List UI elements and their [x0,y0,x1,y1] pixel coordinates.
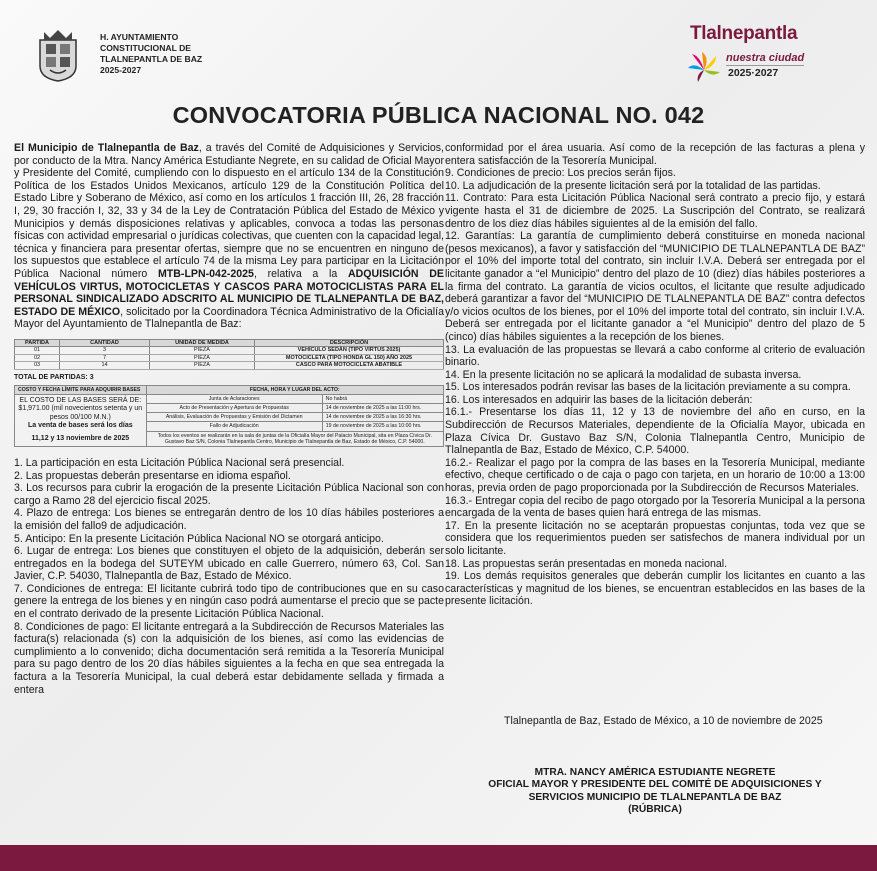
table-row [15,362,444,369]
bases-sale-dates: 11,12 y 13 noviembre de 2025 [31,435,130,443]
event-name: Fallo de Adjudicación [146,422,322,431]
brand-slogan: nuestra ciudad [726,52,805,64]
table-cell: PIEZA [150,354,255,361]
table-cell: 02 [15,354,60,361]
bases-cost-cell [15,394,147,446]
list-item: 4. Plazo de entrega: Los bienes se entregarán dentro de los 10 días hábiles posteriores a la emisión del fallo9 de adjudicación. [14,507,444,532]
list-item: 11. Contrato: Para esta Licitación Pública Nacional será contrato a precio fijo, y estará vigente hasta el 31 de diciembre de 2025. La Suscripción del Contrato, se realizará dentro de los diez días hábiles siguientes al de la emisión del fallo. [445,192,865,230]
table-row [15,394,444,403]
list-item: 16.3.- Entregar copia del recibo de pago otorgado por la Tesorería Municipal a la persona encargada de la venta de bases quien hará entrega de las mismas. [445,494,865,520]
municipal-seal-icon [36,26,80,82]
bases-cost-text: EL COSTO DE LAS BASES SERÁ DE: $1,971.00 (mil novecientos setenta y un pesos 00/100 M.N.) [18,396,143,421]
table-header-row [15,385,444,394]
tender-subject: ADQUISICIÓN DE VEHÍCULOS VIRTUS, MOTOCICLETAS Y CASCOS PARA MOTOCICLISTAS PARA EL PERSONAL SINDICALIZADO ADSCRITO AL MUNICIPIO DE TLALNEPANTLA DE BAZ, ESTADO DE MÉXICO [14,267,444,318]
conditions-list-left [14,457,444,696]
event-date: No habrá [322,394,443,403]
column-header: FECHA, HORA Y LUGAR DEL ACTO: [146,385,443,394]
list-item: 15. Los interesados podrán revisar las bases de la licitación previamente a su compra. [445,381,851,394]
column-header: CANTIDAD [60,339,150,346]
column-header: DESCRIPCIÓN [255,339,444,346]
list-item: 3. Los recursos para cubrir la erogación de la presente Licitación Pública Nacional son con cargo a Ramo 28 del ejercicio fiscal 2025. [14,482,444,507]
org-line: 2025-2027 [100,65,142,75]
table-cell: 01 [15,347,60,354]
intro-bold-municipality: El Municipio de Tlalnepantla de Baz [14,142,199,154]
table-cell: PIEZA [150,362,255,369]
event-date: 14 de noviembre de 2025 a las 16:30 hrs. [322,413,443,422]
intro-text: , relativa a la [253,267,348,280]
event-name: Junta de Aclaraciones [146,394,322,403]
items-table [14,339,444,370]
table-cell: MOTOCICLETA (TIPO HONDA GL 150) AÑO 2025 [255,354,444,361]
list-item: 19. Los demás requisitos generales que deberán cumplir los licitantes en cuanto a las características y magnitud de los bienes, se encuentran establecidos en las bases de la presente licitación. [445,570,865,608]
column-header: COSTO Y FECHA LÍMITE PARA ADQUIRIR BASES [15,385,147,394]
list-item: 16.1.- Presentarse los días 11, 12 y 13 de noviembre del año en curso, en la Subdirección de Recursos Materiales, dependiente de la Oficialía Mayor, ubicada en Plaza Cívica Dr. Gustavo Baz S/N, Colonia Tlalnepantla Centro, Municipio de Tlalnepantla de Baz, Estado de México, C.P. 54000. [445,406,865,457]
list-item: 6. Lugar de entrega: Los bienes que constituyen el objeto de la adquisición, deberán ser entregados en la bodega del SUTEYM ubicado en calle Guerrero, número 63, Col. San Javier, C.P. 54030, Tlalnepantla de Baz, Estado de México. [14,545,444,583]
table-cell: 14 [60,362,150,369]
list-item: 13. La evaluación de las propuestas se llevará a cabo conforme al criterio de evaluación binario. [445,343,865,369]
right-column [445,142,865,608]
brand-logo [686,23,846,93]
signature-line: MTRA. NANCY AMÉRICA ESTUDIANTE NEGRETE [534,767,776,778]
list-item: 18. Las propuestas serán presentadas en moneda nacional. [445,557,728,570]
intro-text: , a través del Comité de Adquisiciones y Servicios, por conducto de la Mtra. Nancy América Estudiante Negrete, en su calidad de Oficial Mayor y Presidente del Comité, cumpliendo con lo dispuesto en el artículo 134 de la Constitución Política de los Estados Unidos Mexicanos, artículo 129 de la Constitución Política del Estado Libre y Soberano de México, así como en los artículos 1 fracción III, 26, 28 fracción I, 29, 30 fracción I, 32, 33 y 34 de la Ley de Contratación Pública del Estado de México y Municipios y demás disposiciones relativas y aplicables, convoca a todas las personas físicas con actividad empresarial o jurídicas colectivas, que cuenten con la capacidad legal, técnica y financiera para presentar ofertas, siempre que no se encuentren en ninguno de los supuestos que establece el artículo 74 de la misma Ley para participar en la Licitación Pública Nacional número [14,142,444,280]
signature-line: (RÚBRICA) [628,803,682,815]
event-name: Acto de Presentación y Apertura de Propuestas [146,403,322,412]
list-item: 9. Condiciones de precio: Los precios serán fijos. [445,167,676,180]
total-partidas: TOTAL DE PARTIDAS: 3 [14,373,94,381]
table-cell: PIEZA [150,347,255,354]
list-item: 8. Condiciones de pago: El licitante entregará a la Subdirección de Recursos Materiales las factura(s) relacionada (s) con la adquisición de los bienes, así como las evidencias de cumplimiento a lo convenido; dicha documentación será remitida a la Tesorería Municipal para su pago dentro de los 20 días hábiles siguientes a la fecha en que sea entregada la factura a la Tesorería Municipal, la cual deberá estar debidamente sellada y firmada a entera [14,620,444,696]
org-line: TLALNEPANTLA DE BAZ [100,54,203,64]
bases-sale-label: La venta de bases será los días [27,422,133,430]
table-row [15,354,444,361]
footer-bar [0,845,877,871]
intro-paragraph [14,142,444,331]
event-venue: Todos los eventos se realizarán en la sala de juntas de la Oficialía Mayor del Palacio Municipal, sita en Plaza Cívica Dr. Gustavo Baz S/N, Colonia Tlalnepantla Centro, Municipio de Tlalnepantla de Baz, Estado de México, C.P. 54000. [146,431,443,446]
list-item: 7. Condiciones de entrega: El licitante cubrirá todo tipo de contribuciones que en su caso genere la entrega de los bienes y en ningún caso podrá aumentarse el precio que se pacte en el contrato derivado de la presente Licitación Pública Nacional. [14,582,444,621]
brand-years: 2025·2027 [728,67,779,79]
event-date: 14 de noviembre de 2025 a las 11:00 hrs. [322,403,443,412]
left-column [14,142,444,696]
list-item: 5. Anticipo: En la presente Licitación Pública Nacional NO se otorgará anticipo. [14,532,384,545]
table-cell: 7 [60,354,150,361]
list-item: 16.2.- Realizar el pago por la compra de las bases en la Tesorería Municipal, mediante efectivo, cheque certificado o de caja o pago con tarjeta, en un horario de 10:00 a 13:00 horas, previa orden de pago proporcionada por la Subdirección de Recursos Materiales. [445,456,865,495]
list-item: 17. En la presente licitación no se aceptarán propuestas conjuntas, toda vez que se considera que los requerimientos pueden ser satisfechos de manera individual por un solo licitante. [445,519,865,557]
signature-block [445,767,865,816]
signature-line: OFICIAL MAYOR Y PRESIDENTE DEL COMITÉ DE ADQUISICIONES Y [488,779,822,791]
intro-text: , solicitado por la Coordinadora Técnica Administrativo de la Oficialía Mayor del Ayuntamiento de Tlalnepantla de Baz: [14,305,444,331]
signature-line: SERVICIOS MUNICIPIO DE TLALNEPANTLA DE BAZ [528,791,782,803]
list-item: 2. Las propuestas deberán presentarse en idioma español. [14,469,291,482]
list-item: 12. Garantías: La garantía de cumplimiento deberá constituirse en moneda nacional (pesos mexicanos), a favor y satisfacción del “MUNICIPIO DE TLALNEPANTLA DE BAZ” por el 10% del importe total del contrato, sin incluir I.V.A. Deberá ser entregada por el licitante ganador a “el Municipio” dentro del plazo de 10 (diez) días hábiles posteriores a la firma del contrato. La garantía de vicios ocultos, el licitante que resulte adjudicado deberá garantizar a favor del “MUNICIPIO DE TLALNEPANTLA DE BAZ” contra defectos y/o vicios ocultos de los bienes, por el 10% del importe total del contrato, sin incluir I.V.A. Deberá ser entregada por el licitante ganador a “el Municipio” dentro del plazo de 5 (cinco) días hábiles siguientes a la recepción de los bienes. [445,230,865,343]
list-item: 10. La adjudicación de la presente licitación será por la totalidad de las partidas. [445,179,821,192]
schedule-table [14,385,444,447]
organization-name [100,32,202,76]
table-cell: VEHÍCULO SEDÁN (TIPO VIRTUS 2025) [255,347,444,354]
table-header-row [15,339,444,346]
table-cell: CASCO PARA MOTOCICLETA ABATIBLE [255,362,444,369]
table-cell: 3 [60,347,150,354]
table-cell: 03 [15,362,60,369]
list-item: 16. Los interesados en adquirir las bases de la licitación deberán: [445,393,753,406]
tender-number: MTB-LPN-042-2025 [157,267,254,280]
org-line: H. AYUNTAMIENTO [100,32,179,42]
list-item: 1. La participación en esta Licitación Pública Nacional será presencial. [14,456,345,469]
brand-name: Tlalnepantla [690,23,798,44]
org-line: CONSTITUCIONAL DE [100,43,192,53]
event-name: Análisis, Evaluación de Propuestas y Emisión del Dictamen [146,413,322,422]
event-date: 19 de noviembre de 2025 a las 10:00 hrs. [322,422,443,431]
place-and-date: Tlalnepantla de Baz, Estado de México, a 10 de noviembre de 2025 [504,715,823,727]
table-row [15,347,444,354]
page-title: CONVOCATORIA PÚBLICA NACIONAL NO. 042 [172,102,705,128]
list-item: conformidad por el área usuaria. Así como de la recepción de las facturas a plena y entera satisfacción de la Tesorería Municipal. [445,142,865,167]
header [0,0,877,100]
flower-logo-icon [686,50,722,84]
column-header: PARTIDA [15,339,60,346]
list-item: 14. En la presente licitación no se aplicará la modalidad de subasta inversa. [445,368,802,381]
column-header: UNIDAD DE MEDIDA [150,339,255,346]
